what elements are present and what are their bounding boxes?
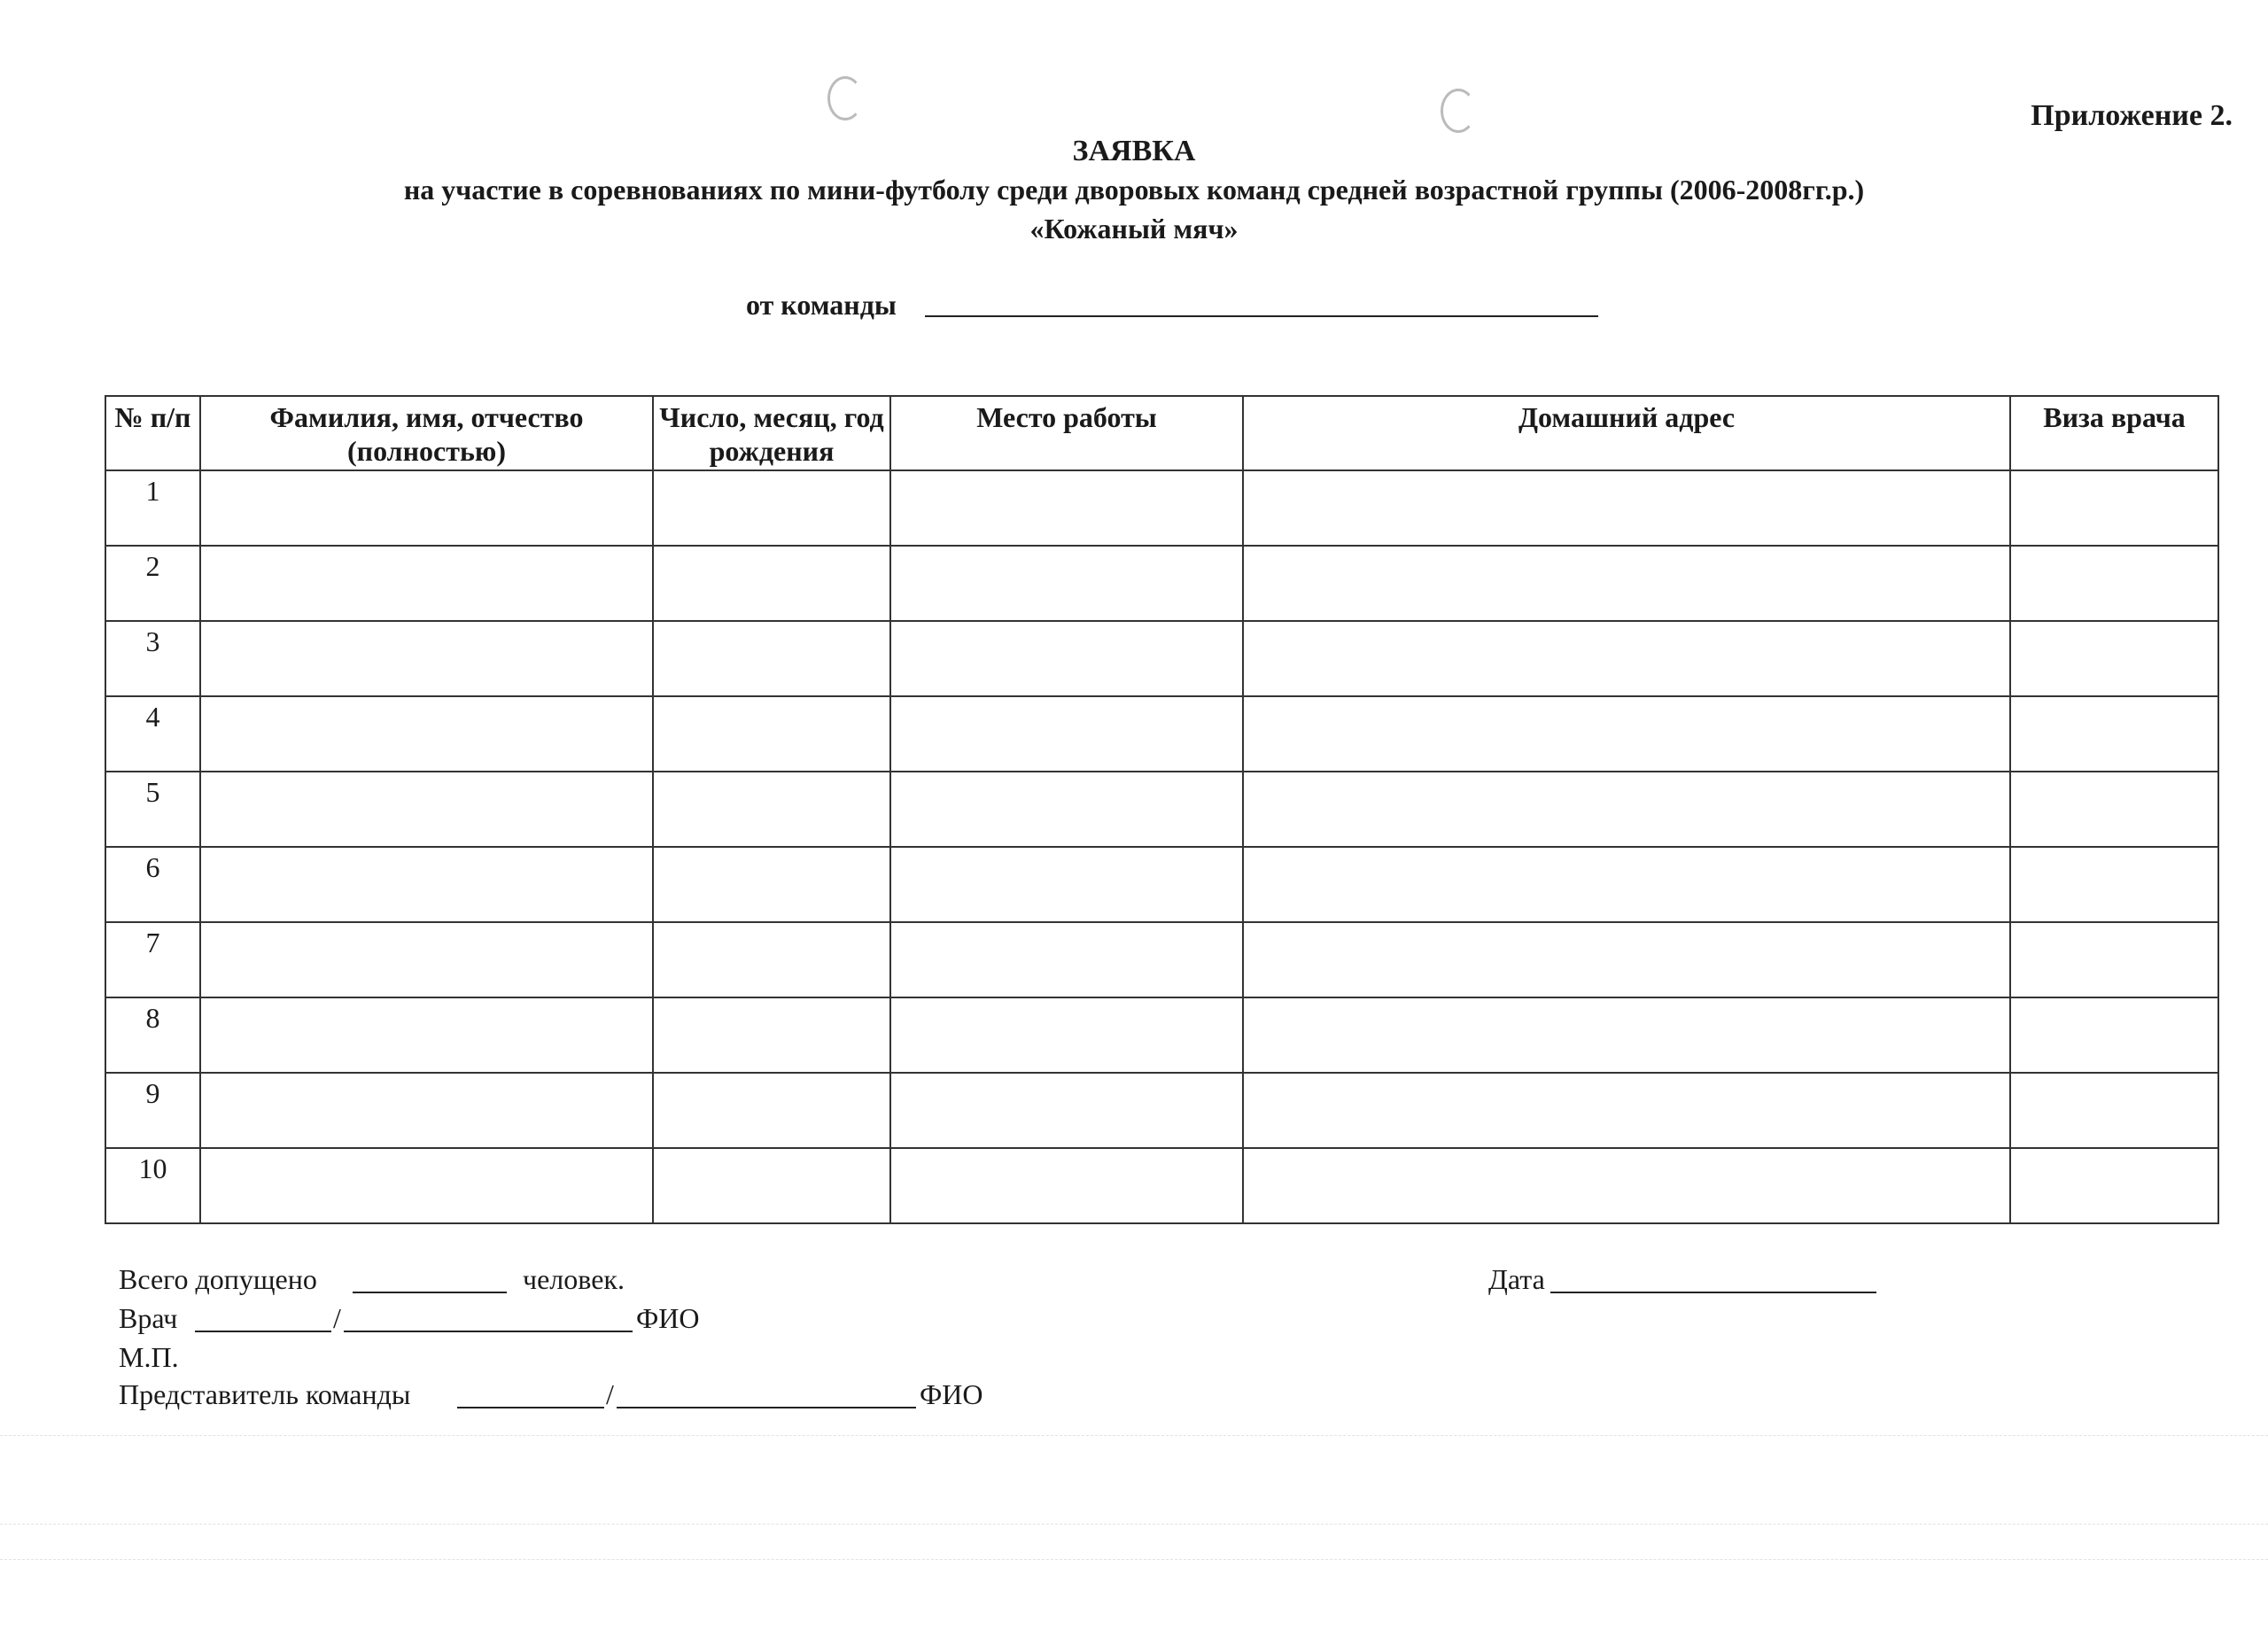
birth-date-cell[interactable] bbox=[653, 1073, 890, 1148]
birth-date-cell[interactable] bbox=[653, 922, 890, 997]
home-address-cell[interactable] bbox=[1243, 1073, 2010, 1148]
representative-separator: / bbox=[606, 1378, 614, 1410]
scan-line bbox=[0, 1559, 2268, 1560]
form-subtitle: на участие в соревнованиях по мини-футболу среди дворовых команд средней возрастной группы (2006-2008гг.р.) bbox=[403, 174, 1865, 206]
form-title: ЗАЯВКА bbox=[1072, 135, 1196, 167]
home-address-cell[interactable] bbox=[1243, 621, 2010, 696]
workplace-cell[interactable] bbox=[890, 1073, 1243, 1148]
full-name-cell[interactable] bbox=[200, 847, 653, 922]
total-admitted-label: Всего допущено bbox=[119, 1263, 317, 1295]
roster-body bbox=[105, 470, 2218, 1223]
table-row bbox=[105, 470, 2218, 546]
table-row bbox=[105, 546, 2218, 621]
home-address-cell[interactable] bbox=[1243, 997, 2010, 1073]
appendix-label: Приложение 2. bbox=[2031, 99, 2233, 132]
doctor-label: Врач bbox=[119, 1302, 178, 1334]
stamp-placeholder: М.П. bbox=[119, 1341, 179, 1373]
representative-fio-label: ФИО bbox=[920, 1378, 983, 1410]
home-address-cell[interactable] bbox=[1243, 922, 2010, 997]
birth-date-cell[interactable] bbox=[653, 772, 890, 847]
date-label: Дата bbox=[1488, 1263, 1545, 1295]
full-name-cell[interactable] bbox=[200, 546, 653, 621]
roster-table bbox=[105, 395, 2219, 1224]
workplace-cell[interactable] bbox=[890, 470, 1243, 546]
table-row bbox=[105, 1073, 2218, 1148]
row-number-cell: 6 bbox=[105, 847, 200, 922]
column-header-workplace: Место работы bbox=[890, 396, 1243, 470]
scan-line bbox=[0, 1435, 2268, 1436]
doctor-visa-cell[interactable] bbox=[2010, 621, 2218, 696]
home-address-cell[interactable] bbox=[1243, 772, 2010, 847]
full-name-cell[interactable] bbox=[200, 1148, 653, 1223]
column-header-doctor-visa: Виза врача bbox=[2010, 396, 2218, 470]
team-name-field[interactable] bbox=[925, 315, 1598, 317]
doctor-separator: / bbox=[333, 1302, 341, 1334]
date-field[interactable] bbox=[1550, 1267, 1876, 1293]
birth-date-cell[interactable] bbox=[653, 847, 890, 922]
table-header-row bbox=[105, 396, 2218, 470]
doctor-fio-label: ФИО bbox=[636, 1302, 700, 1334]
table-row bbox=[105, 772, 2218, 847]
doctor-name-field[interactable] bbox=[344, 1306, 633, 1332]
row-number-cell: 9 bbox=[105, 1073, 200, 1148]
home-address-cell[interactable] bbox=[1243, 546, 2010, 621]
doctor-visa-cell[interactable] bbox=[2010, 1148, 2218, 1223]
table-row bbox=[105, 696, 2218, 772]
full-name-cell[interactable] bbox=[200, 621, 653, 696]
workplace-cell[interactable] bbox=[890, 772, 1243, 847]
birth-date-cell[interactable] bbox=[653, 470, 890, 546]
full-name-cell[interactable] bbox=[200, 922, 653, 997]
birth-date-cell[interactable] bbox=[653, 546, 890, 621]
full-name-cell[interactable] bbox=[200, 470, 653, 546]
row-number-cell: 5 bbox=[105, 772, 200, 847]
workplace-cell[interactable] bbox=[890, 621, 1243, 696]
team-representative-label: Представитель команды bbox=[119, 1378, 411, 1410]
full-name-cell[interactable] bbox=[200, 696, 653, 772]
representative-signature-field[interactable] bbox=[457, 1382, 604, 1408]
workplace-cell[interactable] bbox=[890, 546, 1243, 621]
home-address-cell[interactable] bbox=[1243, 696, 2010, 772]
workplace-cell[interactable] bbox=[890, 922, 1243, 997]
table-row bbox=[105, 847, 2218, 922]
doctor-visa-cell[interactable] bbox=[2010, 997, 2218, 1073]
birth-date-cell[interactable] bbox=[653, 696, 890, 772]
column-header-home-address: Домашний адрес bbox=[1243, 396, 2010, 470]
hole-punch-mark bbox=[1441, 89, 1476, 133]
workplace-cell[interactable] bbox=[890, 1148, 1243, 1223]
column-header-full-name: Фамилия, имя, отчество (полностью) bbox=[200, 396, 653, 470]
scan-line bbox=[0, 1524, 2268, 1525]
doctor-visa-cell[interactable] bbox=[2010, 696, 2218, 772]
table-row bbox=[105, 922, 2218, 997]
full-name-cell[interactable] bbox=[200, 997, 653, 1073]
table-row bbox=[105, 1148, 2218, 1223]
row-number-cell: 4 bbox=[105, 696, 200, 772]
home-address-cell[interactable] bbox=[1243, 1148, 2010, 1223]
representative-name-field[interactable] bbox=[617, 1382, 916, 1408]
column-header-birth-date: Число, месяц, год рождения bbox=[653, 396, 890, 470]
hole-punch-mark bbox=[827, 76, 863, 120]
full-name-cell[interactable] bbox=[200, 1073, 653, 1148]
birth-date-cell[interactable] bbox=[653, 1148, 890, 1223]
birth-date-cell[interactable] bbox=[653, 621, 890, 696]
birth-date-cell[interactable] bbox=[653, 997, 890, 1073]
workplace-cell[interactable] bbox=[890, 847, 1243, 922]
home-address-cell[interactable] bbox=[1243, 847, 2010, 922]
table-row bbox=[105, 997, 2218, 1073]
tournament-name: «Кожаный мяч» bbox=[1029, 213, 1239, 244]
table-row bbox=[105, 621, 2218, 696]
row-number-cell: 10 bbox=[105, 1148, 200, 1223]
row-number-cell: 2 bbox=[105, 546, 200, 621]
full-name-cell[interactable] bbox=[200, 772, 653, 847]
from-team-label: от команды bbox=[746, 289, 897, 321]
row-number-cell: 3 bbox=[105, 621, 200, 696]
home-address-cell[interactable] bbox=[1243, 470, 2010, 546]
row-number-cell: 1 bbox=[105, 470, 200, 546]
total-admitted-field[interactable] bbox=[353, 1267, 507, 1293]
total-admitted-unit: человек. bbox=[523, 1263, 625, 1295]
doctor-visa-cell[interactable] bbox=[2010, 847, 2218, 922]
doctor-visa-cell[interactable] bbox=[2010, 1073, 2218, 1148]
row-number-cell: 8 bbox=[105, 997, 200, 1073]
doctor-visa-cell[interactable] bbox=[2010, 546, 2218, 621]
doctor-visa-cell[interactable] bbox=[2010, 772, 2218, 847]
doctor-visa-cell[interactable] bbox=[2010, 470, 2218, 546]
column-header-number: № п/п bbox=[105, 396, 200, 470]
doctor-signature-field[interactable] bbox=[195, 1306, 331, 1332]
row-number-cell: 7 bbox=[105, 922, 200, 997]
workplace-cell[interactable] bbox=[890, 997, 1243, 1073]
doctor-visa-cell[interactable] bbox=[2010, 922, 2218, 997]
workplace-cell[interactable] bbox=[890, 696, 1243, 772]
